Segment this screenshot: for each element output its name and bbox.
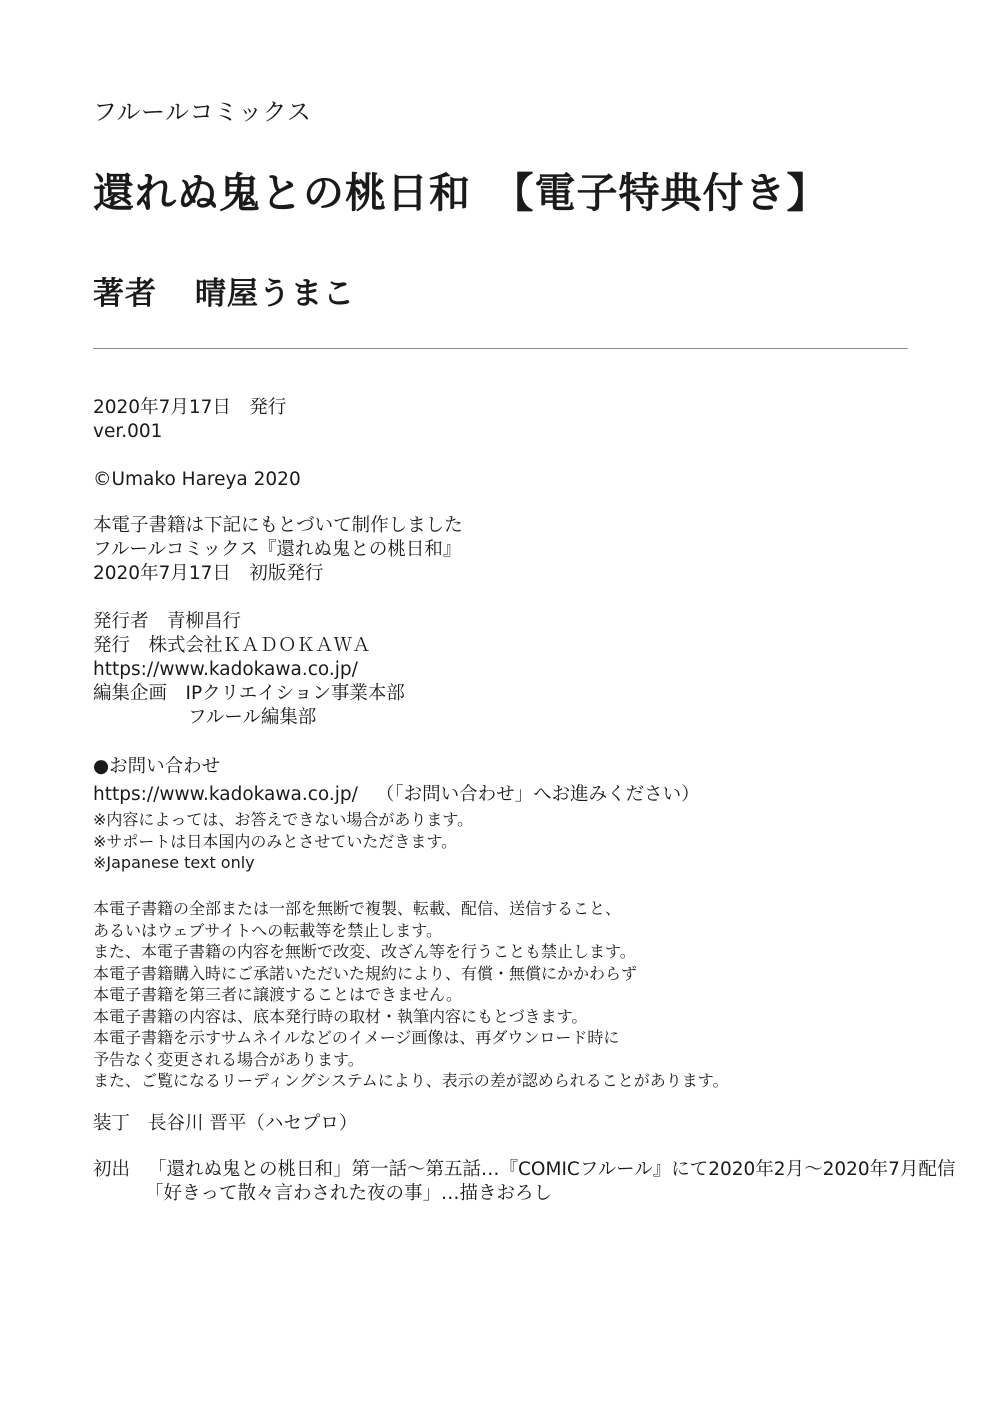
author-line xyxy=(93,268,355,313)
design-block xyxy=(93,1112,357,1136)
copyright-block xyxy=(93,468,301,492)
planning-dept: フルール編集部 xyxy=(188,707,317,728)
first-pub-block xyxy=(93,1158,955,1206)
legal-line: 本電子書籍の内容は、底本発行時の取材・執筆内容にもとづきます。 xyxy=(93,1006,588,1026)
issuer-line: 発行 株式会社ＫＡＤＯＫＡＷＡ xyxy=(93,635,371,656)
publish-date: 2020年7月17日 発行 xyxy=(93,397,287,418)
legal-line: 本電子書籍購入時にご承諾いただいた規約により、有償・無償にかかわらず xyxy=(93,963,638,983)
first-pub-text: 「還れぬ鬼との桃日和」第一話～第五話…『COMICフルール』にて2020年2月～2020年7月配信 xyxy=(148,1159,956,1180)
edition-block xyxy=(93,396,286,444)
inquiry-note: ※サポートは日本国内のみとさせていただきます。 xyxy=(93,831,458,851)
inquiry-url-line xyxy=(93,783,700,807)
legal-line: また、本電子書籍の内容を無断で改変、改ざん等を行うことも禁止します。 xyxy=(93,942,636,961)
first-pub-line xyxy=(93,1158,955,1182)
legal-line: あるいはウェブサイトへの転載等を禁止します。 xyxy=(93,920,442,940)
first-pub-label: 初出 xyxy=(93,1159,131,1180)
inquiry-url[interactable]: https://www.kadokawa.co.jp/ xyxy=(93,784,358,805)
imprint-label: フルールコミックス xyxy=(93,98,312,126)
first-pub-line-2: 「好きって散々言わされた夜の事」…描きおろし xyxy=(145,1183,553,1204)
publisher-url[interactable]: https://www.kadokawa.co.jp/ xyxy=(93,659,358,680)
basis-block xyxy=(93,514,463,586)
basis-line: 本電子書籍は下記にもとづいて制作しました xyxy=(93,515,463,536)
legal-line: 予告なく変更される場合があります。 xyxy=(93,1049,364,1069)
basis-line: 2020年7月17日 初版発行 xyxy=(93,563,324,584)
copyright: ©Umako Hareya 2020 xyxy=(93,469,301,490)
inquiry-note: ※Japanese text only xyxy=(93,853,255,872)
legal-line: また、ご覧になるリーディングシステムにより、表示の差が認められることがあります。 xyxy=(93,1071,729,1090)
divider xyxy=(93,348,908,349)
basis-line: フルールコミックス『還れぬ鬼との桃日和』 xyxy=(93,539,462,560)
legal-line: 本電子書籍を第三者に譲渡することはできません。 xyxy=(93,985,462,1004)
planning-line: 編集企画 IPクリエイション事業本部 xyxy=(93,683,405,704)
version: ver.001 xyxy=(93,421,163,442)
author-role: 著者 xyxy=(93,276,157,312)
legal-line: 本電子書籍の全部または一部を無断で複製、転載、配信、送信すること、 xyxy=(93,899,622,918)
inquiry-url-note: （「お問い合わせ」へお進みください） xyxy=(375,784,700,805)
design-line xyxy=(93,1112,357,1136)
book-title: 還れぬ鬼との桃日和 【電子特典付き】 xyxy=(93,169,829,217)
inquiry-heading: ●お問い合わせ xyxy=(93,756,221,777)
author-name: 晴屋うまこ xyxy=(195,276,355,312)
legal-line: 本電子書籍を示すサムネイルなどのイメージ画像は、再ダウンロード時に xyxy=(93,1028,620,1047)
publisher-line: 発行者 青柳昌行 xyxy=(93,611,242,632)
inquiry-note: ※内容によっては、お答えできない場合があります。 xyxy=(93,810,474,829)
design-label: 装丁 xyxy=(93,1113,131,1134)
legal-block xyxy=(93,898,729,1092)
publisher-block xyxy=(93,610,405,730)
design-value: 長谷川 晋平（ハセプロ） xyxy=(148,1113,358,1134)
inquiry-block xyxy=(93,755,700,874)
